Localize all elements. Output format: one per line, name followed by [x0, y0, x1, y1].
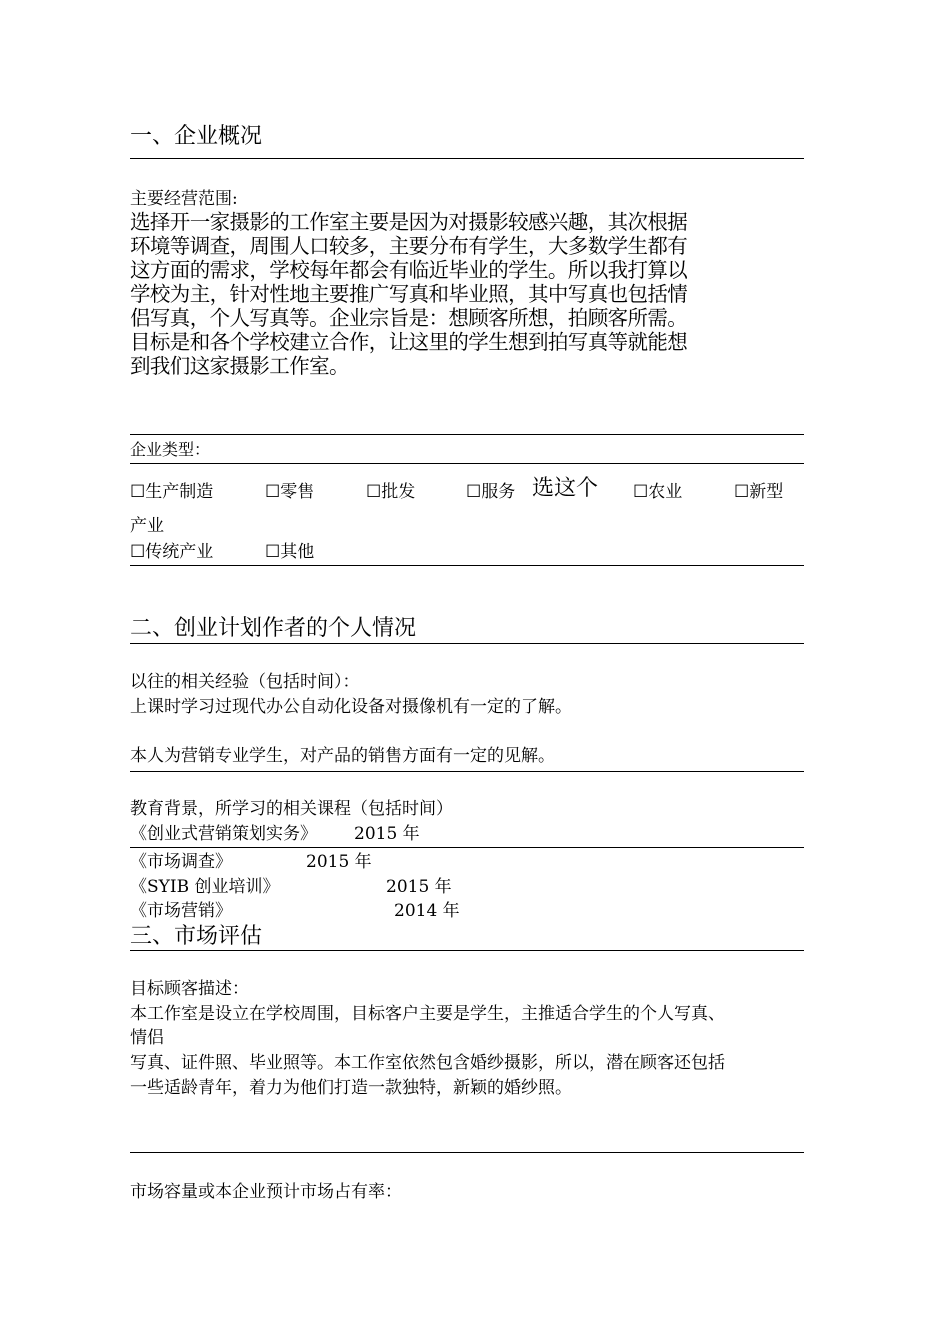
customer-line: 情侣 [130, 1028, 164, 1048]
divider [130, 1152, 804, 1153]
course-year: 2015 年 [306, 852, 372, 872]
course-year: 2014 年 [394, 901, 460, 921]
course-name: 《创业式营销策划实务》 [130, 824, 317, 844]
course-name: 《市场调查》 [130, 852, 232, 872]
course-name: 《市场营销》 [130, 901, 232, 921]
divider [130, 847, 804, 848]
option-agriculture-checkbox[interactable]: ☐农业 [633, 482, 683, 502]
divider [130, 771, 804, 772]
type-label: 企业类型： [130, 440, 211, 459]
option-manufacturing-checkbox[interactable]: ☐生产制造 [130, 482, 214, 502]
option-retail-checkbox[interactable]: ☐零售 [265, 482, 315, 502]
education-label: 教育背景，所学习的相关课程（包括时间） [130, 799, 453, 819]
selected-note: 选这个 [532, 476, 599, 501]
option-other-checkbox[interactable]: ☐其他 [265, 542, 315, 562]
customer-line: 本工作室是设立在学校周围，目标客户主要是学生，主推适合学生的个人写真、 [130, 1004, 725, 1024]
scope-line: 这方面的需求，学校每年都会有临近毕业的学生。所以我打算以 [130, 258, 688, 282]
course-name: 《SYIB 创业培训》 [130, 877, 280, 897]
scope-line: 环境等调查，周围人口较多，主要分布有学生，大多数学生都有 [130, 234, 688, 258]
scope-line: 侣写真，个人写真等。企业宗旨是：想顾客所想，拍顾客所需。 [130, 306, 688, 330]
customer-line: 写真、证件照、毕业照等。本工作室依然包含婚纱摄影，所以，潜在顾客还包括 [130, 1053, 725, 1073]
scope-line: 学校为主，针对性地主要推广写真和毕业照，其中写真也包括情 [130, 282, 688, 306]
option-new-type-continued: 产业 [130, 516, 164, 536]
customer-line: 一些适龄青年，着力为他们打造一款独特，新颖的婚纱照。 [130, 1078, 572, 1098]
scope-line: 选择开一家摄影的工作室主要是因为对摄影较感兴趣，其次根据 [130, 210, 688, 234]
course-year: 2015 年 [386, 877, 452, 897]
divider [130, 565, 804, 566]
divider [130, 950, 804, 951]
divider [130, 643, 804, 644]
scope-line: 到我们这家摄影工作室。 [130, 354, 349, 378]
section2-heading: 二、创业计划作者的个人情况 [130, 616, 417, 641]
divider [130, 158, 804, 159]
scope-line: 目标是和各个学校建立合作，让这里的学生想到拍写真等就能想 [130, 330, 688, 354]
option-traditional-checkbox[interactable]: ☐传统产业 [130, 542, 214, 562]
divider [130, 434, 804, 435]
market-label: 市场容量或本企业预计市场占有率： [130, 1182, 402, 1202]
divider [130, 463, 804, 464]
experience-label: 以往的相关经验（包括时间）： [130, 672, 360, 692]
customer-label: 目标顾客描述： [130, 979, 249, 999]
experience-line: 本人为营销专业学生，对产品的销售方面有一定的见解。 [130, 746, 555, 766]
option-service-checkbox[interactable]: ☐服务 [466, 482, 516, 502]
section1-heading: 一、企业概况 [130, 124, 263, 149]
experience-line: 上课时学习过现代办公自动化设备对摄像机有一定的了解。 [130, 697, 572, 717]
course-year: 2015 年 [354, 824, 420, 844]
option-wholesale-checkbox[interactable]: ☐批发 [366, 482, 416, 502]
scope-label: 主要经营范围: [130, 189, 238, 209]
section3-heading: 三、市场评估 [130, 924, 263, 949]
option-new-type-checkbox[interactable]: ☐新型 [734, 482, 784, 502]
